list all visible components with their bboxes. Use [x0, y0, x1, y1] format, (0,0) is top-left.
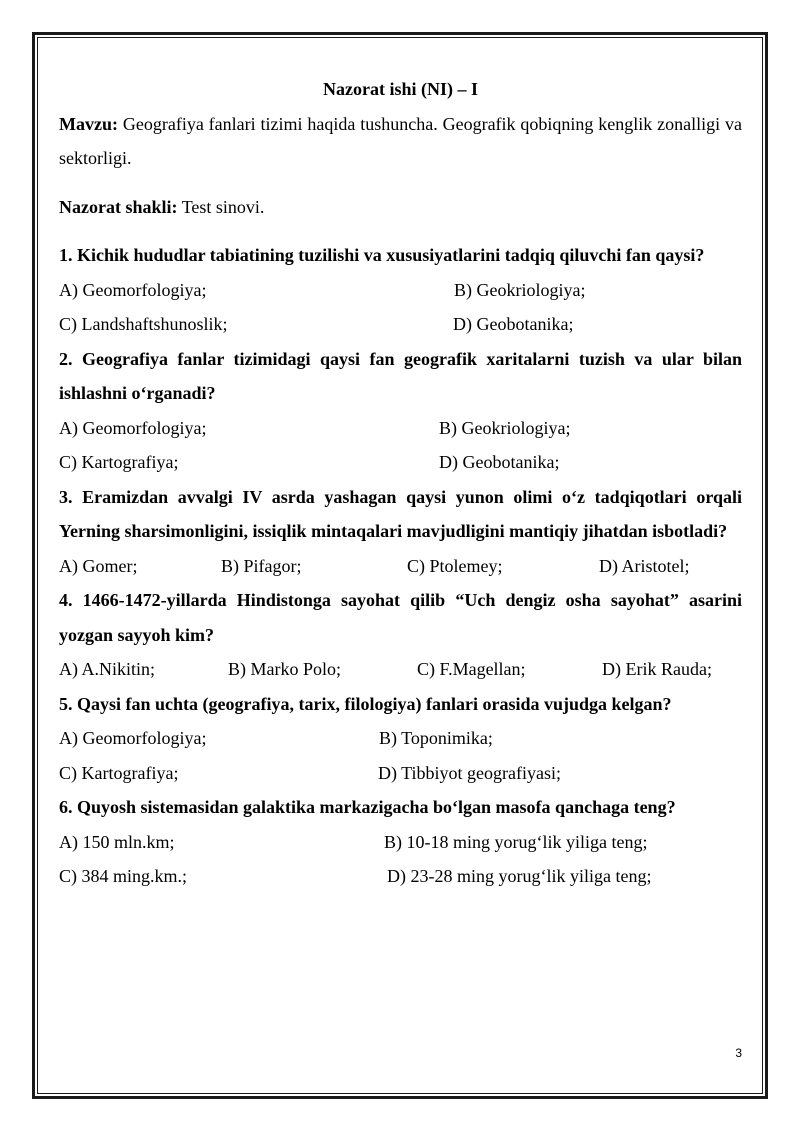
option-d: D) Geobotanika; [453, 314, 574, 334]
topic-text: Geografiya fanlari tizimi haqida tushuncha. Geografik qobiqning kenglik zonalligi va sektorligi. [59, 113, 742, 168]
assessment-form-text: Test sinovi. [181, 196, 265, 217]
options-row [59, 825, 742, 860]
option-a: A) A.Nikitin; [59, 659, 156, 679]
document-body [59, 72, 742, 894]
option-c: C) 384 ming.km.; [59, 866, 188, 886]
page-title: Nazorat ishi (NI) – I [323, 79, 478, 99]
option-c: C) Kartografiya; [59, 762, 179, 783]
option-d: D) Aristotel; [599, 555, 690, 576]
options-row [59, 756, 742, 791]
option-b: B) 10-18 ming yorug‘lik yiliga teng; [384, 831, 648, 852]
assessment-form-paragraph [59, 190, 742, 225]
assessment-form-label: Nazorat shakli: [59, 196, 178, 217]
option-b: B) Pifagor; [221, 555, 302, 576]
option-b: B) Toponimika; [379, 728, 493, 748]
option-a: A) Geomorfologiya; [59, 728, 207, 748]
option-a: A) Geomorfologiya; [59, 279, 207, 300]
options-row [59, 859, 742, 894]
question-6: 6. Quyosh sistemasidan galaktika markazigacha bo‘lgan masofa qanchaga teng? [59, 797, 676, 817]
question-5: 5. Qaysi fan uchta (geografiya, tarix, filologiya) fanlari orasida vujudga kelgan? [59, 693, 672, 714]
page-number: 3 [735, 1046, 742, 1060]
option-c: C) Ptolemey; [407, 555, 503, 576]
question-1: 1. Kichik hududlar tabiatining tuzilishi va xususiyatlarini tadqiq qiluvchi fan qaysi? [59, 245, 705, 265]
option-c: C) Landshaftshunoslik; [59, 314, 228, 334]
option-a: A) Geomorfologiya; [59, 417, 207, 438]
option-c: C) Kartografiya; [59, 452, 179, 472]
question-3: 3. Eramizdan avvalgi IV asrda yashagan qaysi yunon olimi o‘z tadqiqotlari orqali Yerning sharsimonligini, issiqlik mintaqalari mavjudligini mantiqiy jihatdan isbotladi? [59, 486, 742, 541]
option-d: D) 23-28 ming yorug‘lik yiliga teng; [387, 866, 652, 886]
option-d: D) Tibbiyot geografiyasi; [378, 762, 561, 783]
options-row [59, 652, 742, 687]
option-c: C) F.Magellan; [417, 659, 526, 679]
question-4: 4. 1466-1472-yillarda Hindistonga sayohat qilib “Uch dengiz osha sayohat” asarini yozgan sayyoh kim? [59, 590, 742, 645]
question-2: 2. Geografiya fanlar tizimidagi qaysi fan geografik xaritalarni tuzish va ular bilan ishlashni o‘rganadi? [59, 348, 742, 403]
topic-paragraph [59, 107, 742, 176]
option-a: A) Gomer; [59, 555, 138, 576]
options-row [59, 721, 742, 756]
options-row [59, 549, 742, 584]
options-row [59, 307, 742, 342]
option-a: A) 150 mln.km; [59, 831, 175, 852]
option-d: D) Erik Rauda; [602, 659, 712, 679]
option-d: D) Geobotanika; [439, 452, 560, 472]
option-b: B) Marko Polo; [228, 659, 342, 679]
topic-label: Mavzu: [59, 113, 118, 134]
options-row [59, 445, 742, 480]
options-row [59, 273, 742, 308]
option-b: B) Geokriologiya; [454, 279, 586, 300]
option-b: B) Geokriologiya; [439, 417, 571, 438]
options-row [59, 411, 742, 446]
